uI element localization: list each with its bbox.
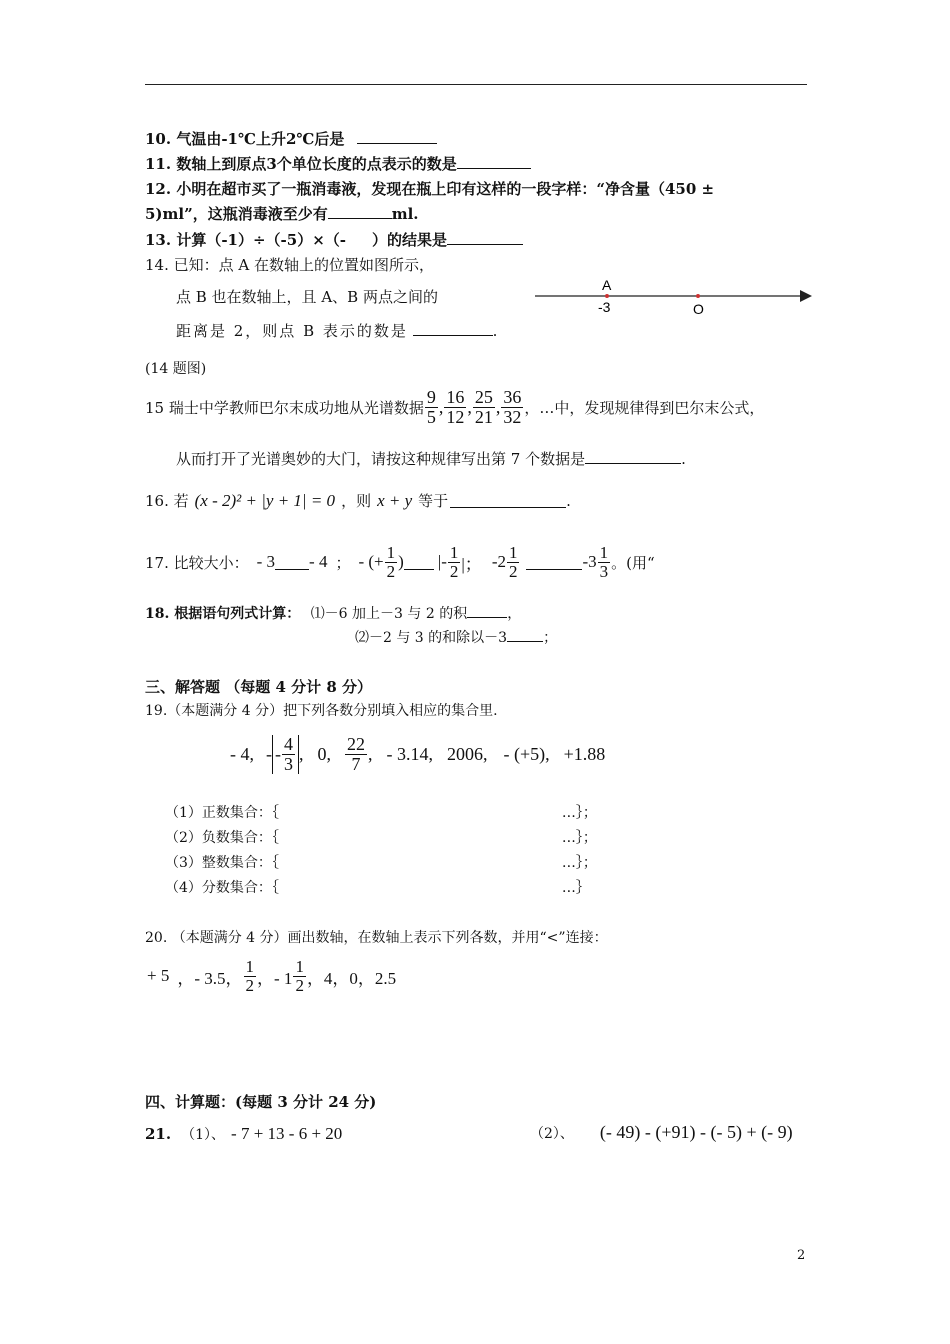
question-16: 16. 若 (x - 2)² + |y + 1| = 0 ，则 x + y 等于 . [145,490,571,510]
question-16-sum: x + y [377,490,413,510]
number-item: 0, [317,743,331,764]
answer-blank-10[interactable] [357,129,437,144]
point-a-marker [605,294,609,298]
fraction-half: $\frac{1}{2}$ [295,957,304,995]
answer-blank-13[interactable] [447,230,523,245]
answer-blank-11[interactable] [457,154,531,169]
set-end: …｝； [561,805,597,821]
fraction-half: $\frac{1}{2}$ [449,543,459,581]
spectrum-fraction: $\frac{25}{21}$ [474,387,493,427]
number-item: - (+5), [503,743,550,764]
arrow-right-icon [800,290,812,302]
set-end: …｝； [561,830,597,846]
answer-blank-12[interactable] [328,204,392,219]
section-3-title: 三、解答题 （每题 4 分计 8 分） [145,678,372,696]
question-19: 19.（本题满分 4 分）把下列各数分别填入相应的集合里. [145,703,498,719]
number-item: +1.88 [563,743,606,764]
question-12-line1: 12. 小明在超市买了一瓶消毒液，发现在瓶上印有这样的一段字样：“净含量（450 ± [145,180,715,198]
question-11-text: 11. 数轴上到原点3个单位长度的点表示的数是 [145,155,457,173]
spectrum-fractions: $\frac{9}{5}$ , $\frac{16}{12}$ , $\frac{25}{21}$ , $\frac{36}{32}$ [426,387,522,427]
answer-blank-17a[interactable] [275,555,309,570]
point-a-value: -3 [598,299,611,315]
spectrum-fraction: $\frac{9}{5}$ [426,387,436,427]
question-12-unit: ml. [391,205,419,223]
number-line-figure [530,272,820,320]
point-a-label: A [602,277,612,293]
question-18-line1: 18. 根据语句列式计算： ⑴－6 加上－3 与 2 的积 ， [145,603,521,623]
question-16-text-b: ，则 [341,492,372,510]
set-end: …｝； [561,855,597,871]
fraction-half: $\frac{1}{2}$ [386,543,396,581]
set-row [165,877,590,897]
question-14-line1: 14. 已知：点 A 在数轴上的位置如图所示， [145,256,434,274]
question-21-number: 21. [145,1125,172,1143]
question-18-text: 18. 根据语句列式计算： [145,606,301,622]
question-14-text: 距离是 2，则点 B 表示的数是 [176,322,408,340]
question-17: 17. 比较大小： - 3 - 4 ； - (+ $\frac{1}{2}$ ) | - $\frac{1}{2}$ |； -2 $\frac{1}{2}$ -3 $\frac{1}{3}$ 。(用“ [145,543,655,581]
answer-blank-15[interactable] [585,449,681,464]
set-label: （4）分数集合：｛ [165,880,279,896]
question-20: 20. （本题满分 4 分）画出数轴，在数轴上表示下列各数，并用“<”连接： [145,930,608,946]
header-rule [145,84,807,85]
answer-blank-14[interactable] [413,321,493,336]
spectrum-fraction: $\frac{36}{32}$ [503,387,522,427]
number-item: ，4，0，2.5 [306,968,397,988]
set-row [165,802,597,822]
question-21-part1 [145,1124,342,1144]
fraction-four-thirds: $\frac{4}{3}$ [284,734,293,774]
question-13-text-a: 13. 计算（-1）÷（-5）×（- [145,231,347,249]
question-21-expr-2: (- 49) - (+91) - (- 5) + (- 9) [599,1122,793,1142]
number-item: 2006, [447,743,488,764]
question-14-line3: 距离是 2，则点 B 表示的数是 . [176,322,498,340]
number-item: ，- 3.5， [177,968,243,988]
question-10-text: 10. 气温由-1℃上升2℃后是 [145,130,345,148]
compare-3-right: -3 [582,552,597,572]
question-18-part1: ⑴－6 加上－3 与 2 的积 [310,606,468,622]
compare-2-left: - (+ [358,552,384,572]
answer-blank-18b[interactable] [507,627,543,642]
section-4-title: 四、计算题：(每题 3 分计 24 分) [145,1093,377,1111]
set-label: （2）负数集合：｛ [165,830,279,846]
question-20-numbers [147,958,396,995]
set-row [165,827,597,847]
question-16-text-c: 等于 [418,492,449,510]
question-15-text-c: 从而打开了光谱奥妙的大门，请按这种规律写出第 7 个数据是 [176,450,586,468]
number-item: - 4, [230,743,254,764]
question-19-numbers: - 4, - - $\frac{4}{3}$ , 0, $\frac{22}{7}$ , - 3.14, 2006, - (+5), +1.88 [230,734,606,774]
fraction-22-7: $\frac{22}{7}$ [347,734,365,774]
question-11 [145,153,531,174]
spectrum-fraction: $\frac{16}{12}$ [446,387,465,427]
fraction-half: $\frac{1}{2}$ [245,957,255,995]
question-14-line2: 点 B 也在数轴上，且 A、B 两点之间的 [176,288,438,306]
set-row [165,852,597,872]
question-21-part2 [530,1122,793,1143]
compare-1-left: - 3 [256,552,276,572]
answer-blank-18a[interactable] [467,603,507,618]
page-number: 2 [797,1248,806,1263]
fraction-half: $\frac{1}{2}$ [508,543,518,581]
question-16-text-a: 16. 若 [145,492,189,510]
number-item: + 5 [147,966,170,986]
question-15-text-a: 15 瑞士中学教师巴尔末成功地从光谱数据 [145,398,424,417]
set-end: …｝ [561,880,590,896]
answer-blank-17b[interactable] [404,555,434,570]
question-17-tail: 。(用“ [611,553,655,572]
compare-3-left: -2 [491,552,506,572]
question-10 [145,128,437,149]
number-item: ，- 1 [257,968,293,988]
compare-1-right: - 4 [309,552,328,572]
fraction-third: $\frac{1}{3}$ [599,543,609,581]
origin-marker [696,294,700,298]
set-label: （1）正数集合：｛ [165,805,279,821]
question-13-text-b: ）的结果是 [372,231,448,249]
question-21-label-1: （1）、 [181,1127,226,1143]
question-12-text: 5)ml”，这瓶消毒液至少有 [145,205,328,223]
question-16-condition: (x - 2)² + |y + 1| = 0 [194,490,336,510]
compare-2-right: - [441,552,447,572]
question-12-line2 [145,203,419,224]
origin-label: O [693,301,704,317]
question-18-part2: ⑵－2 与 3 的和除以－3 [355,630,508,646]
question-15-text-b: ，…中，发现规律得到巴尔末公式， [524,398,765,417]
question-21-expr-1: - 7 + 13 - 6 + 20 [231,1124,343,1143]
question-15-line1 [145,388,764,427]
set-label: （3）整数集合：｛ [165,855,279,871]
question-18-line2: ⑵－2 与 3 的和除以－3 ； [355,627,557,647]
number-item: - [266,743,272,764]
answer-blank-16[interactable] [450,493,566,508]
question-17-text: 17. 比较大小： [145,553,249,572]
answer-blank-17c[interactable] [526,555,582,570]
number-item: - 3.14, [386,743,433,764]
question-13 [145,229,523,250]
question-15-line2: 从而打开了光谱奥妙的大门，请按这种规律写出第 7 个数据是 . [176,450,686,468]
question-21-label-2: （2）、 [530,1125,574,1142]
figure-caption-14: (14 题图) [145,361,207,377]
